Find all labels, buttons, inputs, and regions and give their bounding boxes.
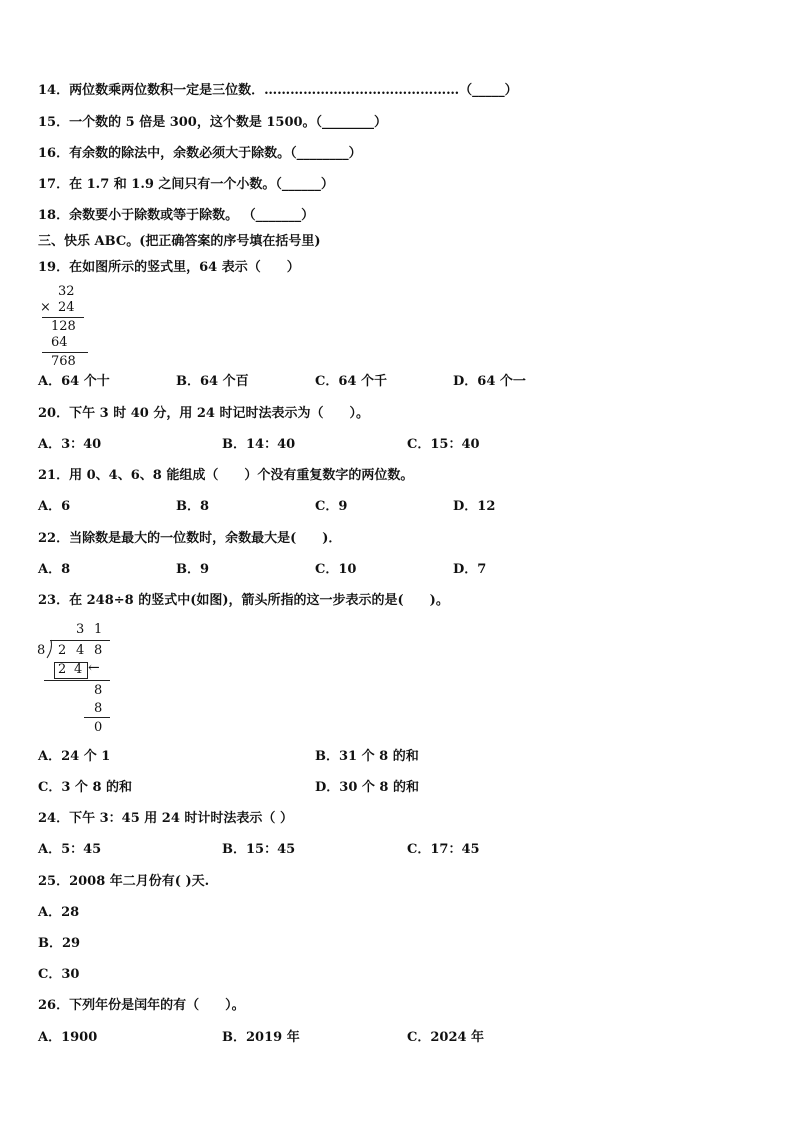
q20-option-c[interactable]: C．15：40 xyxy=(407,437,480,452)
q25-option-c[interactable]: C．30 xyxy=(38,967,80,982)
q19-option-a[interactable]: A．64 个十 xyxy=(38,374,110,389)
calc-partial-2: 64 xyxy=(51,335,68,350)
q19-option-b[interactable]: B．64 个百 xyxy=(176,374,249,389)
remainder-digit: 8 xyxy=(94,701,103,716)
long-division-diagram xyxy=(36,620,126,738)
question-number: 17． xyxy=(38,177,70,192)
q22-option-a[interactable]: A．8 xyxy=(38,562,71,577)
divisor: 8 xyxy=(37,643,46,658)
question-16 xyxy=(38,146,362,162)
question-21-stem: 21．用 0、4、6、8 能组成（ ）个没有重复数字的两位数。 xyxy=(38,468,414,483)
question-14 xyxy=(38,83,518,99)
calc-rule xyxy=(42,352,88,353)
q23-option-a[interactable]: A．24 个 1 xyxy=(38,749,111,764)
division-rule xyxy=(44,680,110,681)
question-number: 16． xyxy=(38,146,70,161)
remainder-digit: 8 xyxy=(94,683,103,698)
question-text: 余数要小于除数或等于除数。 （_______） xyxy=(69,208,315,223)
question-19-stem: 19．在如图所示的竖式里，64 表示（ ） xyxy=(38,260,300,275)
question-18 xyxy=(38,208,314,224)
dividend-digit: 8 xyxy=(94,643,103,658)
q22-option-d[interactable]: D．7 xyxy=(453,562,487,577)
question-26-stem: 26．下列年份是闰年的有（ ）。 xyxy=(38,998,245,1013)
question-24-stem: 24．下午 3：45 用 24 时计时法表示（ ） xyxy=(38,811,293,826)
question-text: 两位数乘两位数积一定是三位数．………………………………………（_____） xyxy=(69,83,518,98)
quotient-digit: 3 xyxy=(76,622,85,637)
calc-top: 32 xyxy=(58,284,75,299)
question-text: 一个数的 5 倍是 300，这个数是 1500。（________） xyxy=(69,115,388,130)
q26-option-a[interactable]: A．1900 xyxy=(38,1030,98,1045)
q24-option-c[interactable]: C．17：45 xyxy=(407,842,480,857)
q21-option-b[interactable]: B．8 xyxy=(176,499,210,514)
q26-option-b[interactable]: B．2019 年 xyxy=(222,1030,300,1045)
question-number: 18． xyxy=(38,208,70,223)
q23-option-c[interactable]: C．3 个 8 的和 xyxy=(38,780,133,795)
q25-option-a[interactable]: A．28 xyxy=(38,905,80,920)
question-text: 在 1.7 和 1.9 之间只有一个小数。（______） xyxy=(69,177,334,192)
question-number: 14． xyxy=(38,83,70,98)
division-bracket xyxy=(45,639,55,659)
q26-option-c[interactable]: C．2024 年 xyxy=(407,1030,485,1045)
q22-option-b[interactable]: B．9 xyxy=(176,562,210,577)
question-15 xyxy=(38,115,387,131)
calc-rule xyxy=(42,317,84,318)
question-23-stem: 23．在 248÷8 的竖式中(如图)，箭头所指的这一步表示的是( )。 xyxy=(38,593,449,608)
q20-option-b[interactable]: B．14：40 xyxy=(222,437,296,452)
times-sign: × xyxy=(40,300,51,315)
q23-option-d[interactable]: D．30 个 8 的和 xyxy=(315,780,419,795)
q24-option-b[interactable]: B．15：45 xyxy=(222,842,296,857)
q23-option-b[interactable]: B．31 个 8 的和 xyxy=(315,749,419,764)
calc-multiplier: 24 xyxy=(58,300,75,315)
multiplication-diagram xyxy=(38,284,98,370)
dividend-digit: 2 xyxy=(58,643,67,658)
question-text: 有余数的除法中，余数必须大于除数。（________） xyxy=(69,146,362,161)
question-20-stem: 20．下午 3 时 40 分，用 24 时记时法表示为（ ）。 xyxy=(38,406,369,421)
remainder-digit: 0 xyxy=(94,720,103,735)
q21-option-a[interactable]: A．6 xyxy=(38,499,71,514)
section-heading: 三、快乐 ABC。(把正确答案的序号填在括号里) xyxy=(38,234,321,249)
calc-result: 768 xyxy=(51,354,76,369)
quotient-digit: 1 xyxy=(94,622,103,637)
q21-option-d[interactable]: D．12 xyxy=(453,499,496,514)
q20-option-a[interactable]: A．3：40 xyxy=(38,437,102,452)
q24-option-a[interactable]: A．5：45 xyxy=(38,842,102,857)
q21-option-c[interactable]: C．9 xyxy=(315,499,348,514)
division-rule xyxy=(84,717,110,718)
question-25-stem: 25．2008 年二月份有( )天. xyxy=(38,874,210,889)
q19-option-d[interactable]: D．64 个一 xyxy=(453,374,526,389)
boxed-digit: 4 xyxy=(74,662,83,677)
arrow-left-icon: ← xyxy=(88,660,100,676)
q22-option-c[interactable]: C．10 xyxy=(315,562,357,577)
question-22-stem: 22．当除数是最大的一位数时，余数最大是( )． xyxy=(38,531,342,546)
dividend-digit: 4 xyxy=(76,643,85,658)
question-number: 15． xyxy=(38,115,70,130)
question-17 xyxy=(38,177,334,193)
q25-option-b[interactable]: B．29 xyxy=(38,936,81,951)
division-bar xyxy=(50,640,110,641)
q19-option-c[interactable]: C．64 个千 xyxy=(315,374,387,389)
calc-partial-1: 128 xyxy=(51,319,76,334)
boxed-digit: 2 xyxy=(58,662,67,677)
